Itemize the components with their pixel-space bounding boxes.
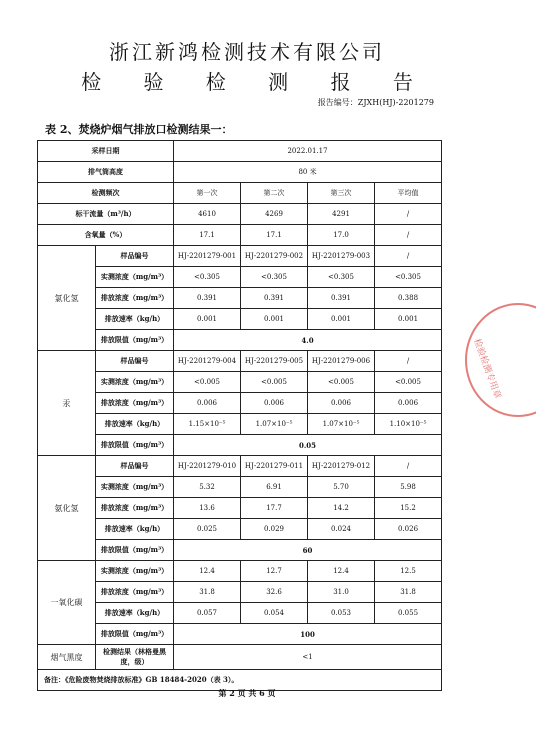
table-cell: <0.305: [174, 267, 241, 288]
table-row: [38, 498, 442, 519]
table-row: [38, 372, 442, 393]
pollutant-hg: 汞: [38, 351, 96, 456]
table-row: [38, 204, 442, 225]
table-cell: 0.001: [241, 309, 308, 330]
table-cell: 0.055: [375, 603, 442, 624]
table-cell: HJ-2201279-005: [241, 351, 308, 372]
row-label: 排放限值（mg/m³）: [96, 540, 174, 561]
table-row: [38, 162, 442, 183]
table-cell: 12.4: [308, 561, 375, 582]
table-row: [38, 267, 442, 288]
table-cell: <0.305: [308, 267, 375, 288]
table-title: 表 2、焚烧炉烟气排放口检测结果一：: [45, 123, 233, 136]
table-cell: 17.0: [308, 225, 375, 246]
table-cell: 4269: [241, 204, 308, 225]
row-label: 实测浓度（mg/m³）: [96, 372, 174, 393]
table-cell: 0.057: [174, 603, 241, 624]
table-row: [38, 435, 442, 456]
pollutant-nh3: 氨化氢: [38, 456, 96, 561]
table-row: [38, 141, 442, 162]
table-row: [38, 330, 442, 351]
smoke-label: 烟气黑度: [38, 645, 96, 670]
limit-value: 60: [174, 540, 442, 561]
table-cell: 12.4: [174, 561, 241, 582]
table-row: [38, 477, 442, 498]
frequency-label: 检测频次: [38, 183, 174, 204]
frequency-2: 第二次: [241, 183, 308, 204]
table-cell: 0.024: [308, 519, 375, 540]
table-cell: 0.006: [308, 393, 375, 414]
table-row: [38, 561, 442, 582]
table-cell: HJ-2201279-010: [174, 456, 241, 477]
results-table: [37, 140, 442, 691]
oxygen-label: 含氧量（%）: [38, 225, 174, 246]
table-row: [38, 645, 442, 670]
row-label: 实测浓度（mg/m³）: [96, 267, 174, 288]
frequency-3: 第三次: [308, 183, 375, 204]
stack-height: 80 米: [174, 162, 442, 183]
official-seal-stamp: [456, 300, 536, 420]
table-cell: HJ-2201279-001: [174, 246, 241, 267]
table-row: [38, 519, 442, 540]
table-cell: /: [375, 456, 442, 477]
svg-text:检验检测专用章: 检验检测专用章: [471, 337, 503, 401]
row-label: 排放浓度（mg/m³）: [96, 393, 174, 414]
row-label: 排放浓度（mg/m³）: [96, 582, 174, 603]
flow-label: 标干流量（m³/h）: [38, 204, 174, 225]
table-cell: 15.2: [375, 498, 442, 519]
table-cell: 13.6: [174, 498, 241, 519]
row-label: 样品编号: [96, 246, 174, 267]
table-cell: /: [375, 351, 442, 372]
stack-height-label: 排气筒高度: [38, 162, 174, 183]
pollutant-co: 一氧化碳: [38, 561, 96, 645]
table-cell: 0.391: [174, 288, 241, 309]
table-cell: 12.5: [375, 561, 442, 582]
table-cell: <0.305: [375, 267, 442, 288]
report-title: 检 验 检 测 报 告: [81, 70, 431, 94]
table-cell: 4610: [174, 204, 241, 225]
table-cell: 0.001: [308, 309, 375, 330]
row-label: 实测浓度（mg/m³）: [96, 477, 174, 498]
table-cell: HJ-2201279-002: [241, 246, 308, 267]
table-cell: <0.305: [241, 267, 308, 288]
table-cell: /: [375, 204, 442, 225]
table-row: [38, 624, 442, 645]
table-cell: <0.005: [174, 372, 241, 393]
table-row: [38, 183, 442, 204]
table-cell: 0.006: [174, 393, 241, 414]
table-cell: 14.2: [308, 498, 375, 519]
table-cell: 1.10×10⁻⁵: [375, 414, 442, 435]
row-label: 排放速率（kg/h）: [96, 519, 174, 540]
table-cell: 17.1: [174, 225, 241, 246]
table-cell: 17.1: [241, 225, 308, 246]
table-cell: 1.07×10⁻⁵: [308, 414, 375, 435]
table-cell: 5.32: [174, 477, 241, 498]
table-row: [38, 288, 442, 309]
table-cell: 32.6: [241, 582, 308, 603]
table-cell: 0.006: [375, 393, 442, 414]
table-cell: 0.025: [174, 519, 241, 540]
row-label: 排放限值（mg/m³）: [96, 435, 174, 456]
table-row: [38, 582, 442, 603]
table-cell: 0.029: [241, 519, 308, 540]
table-cell: HJ-2201279-012: [308, 456, 375, 477]
table-cell: 6.91: [241, 477, 308, 498]
row-label: 检测结果（林格曼黑度，级）: [96, 645, 174, 670]
table-cell: 0.391: [241, 288, 308, 309]
frequency-1: 第一次: [174, 183, 241, 204]
limit-value: 4.0: [174, 330, 442, 351]
table-cell: 0.054: [241, 603, 308, 624]
table-cell: 31.8: [375, 582, 442, 603]
table-note: 备注：《危险废物焚烧排放标准》GB 18484-2020（表 3）。: [38, 670, 442, 691]
table-cell: 31.0: [308, 582, 375, 603]
table-row: [38, 225, 442, 246]
table-cell: HJ-2201279-011: [241, 456, 308, 477]
row-label: 排放速率（kg/h）: [96, 603, 174, 624]
frequency-avg: 平均值: [375, 183, 442, 204]
table-row: [38, 456, 442, 477]
row-label: 样品编号: [96, 456, 174, 477]
table-row: [38, 414, 442, 435]
row-label: 排放速率（kg/h）: [96, 309, 174, 330]
row-label: 样品编号: [96, 351, 174, 372]
table-cell: 0.391: [308, 288, 375, 309]
table-cell: 1.15×10⁻⁵: [174, 414, 241, 435]
table-row: [38, 246, 442, 267]
table-row: [38, 309, 442, 330]
table-cell: 0.001: [375, 309, 442, 330]
row-label: 排放限值（mg/m³）: [96, 624, 174, 645]
table-cell: <0.005: [375, 372, 442, 393]
row-label: 排放限值（mg/m³）: [96, 330, 174, 351]
company-name: 浙江新鸿检测技术有限公司: [109, 40, 385, 64]
row-label: 排放速率（kg/h）: [96, 414, 174, 435]
limit-value: 100: [174, 624, 442, 645]
table-cell: /: [375, 225, 442, 246]
sampling-date-label: 采样日期: [38, 141, 174, 162]
table-row: [38, 603, 442, 624]
table-cell: 0.388: [375, 288, 442, 309]
sampling-date: 2022.01.17: [174, 141, 442, 162]
row-label: 排放浓度（mg/m³）: [96, 498, 174, 519]
page-number: 第 2 页 共 6 页: [218, 688, 276, 698]
table-cell: HJ-2201279-006: [308, 351, 375, 372]
table-cell: /: [375, 246, 442, 267]
report-number: 报告编号：ZJXH(HJ)-2201279: [317, 98, 434, 107]
table-cell: 1.07×10⁻⁵: [241, 414, 308, 435]
row-label: 实测浓度（mg/m³）: [96, 561, 174, 582]
table-cell: <0.005: [308, 372, 375, 393]
limit-value: 0.05: [174, 435, 442, 456]
table-cell: 31.8: [174, 582, 241, 603]
table-cell: 0.001: [174, 309, 241, 330]
table-cell: HJ-2201279-004: [174, 351, 241, 372]
table-cell: 12.7: [241, 561, 308, 582]
table-cell: 17.7: [241, 498, 308, 519]
table-cell: <0.005: [241, 372, 308, 393]
row-label: 排放浓度（mg/m³）: [96, 288, 174, 309]
table-cell: HJ-2201279-003: [308, 246, 375, 267]
table-cell: 0.026: [375, 519, 442, 540]
table-row: [38, 540, 442, 561]
table-row: [38, 393, 442, 414]
table-cell: 0.006: [241, 393, 308, 414]
table-cell: 5.70: [308, 477, 375, 498]
table-cell: 4291: [308, 204, 375, 225]
pollutant-hcl: 氯化氢: [38, 246, 96, 351]
table-row: [38, 351, 442, 372]
table-cell: 5.98: [375, 477, 442, 498]
smoke-value: <1: [174, 645, 442, 670]
table-cell: 0.053: [308, 603, 375, 624]
